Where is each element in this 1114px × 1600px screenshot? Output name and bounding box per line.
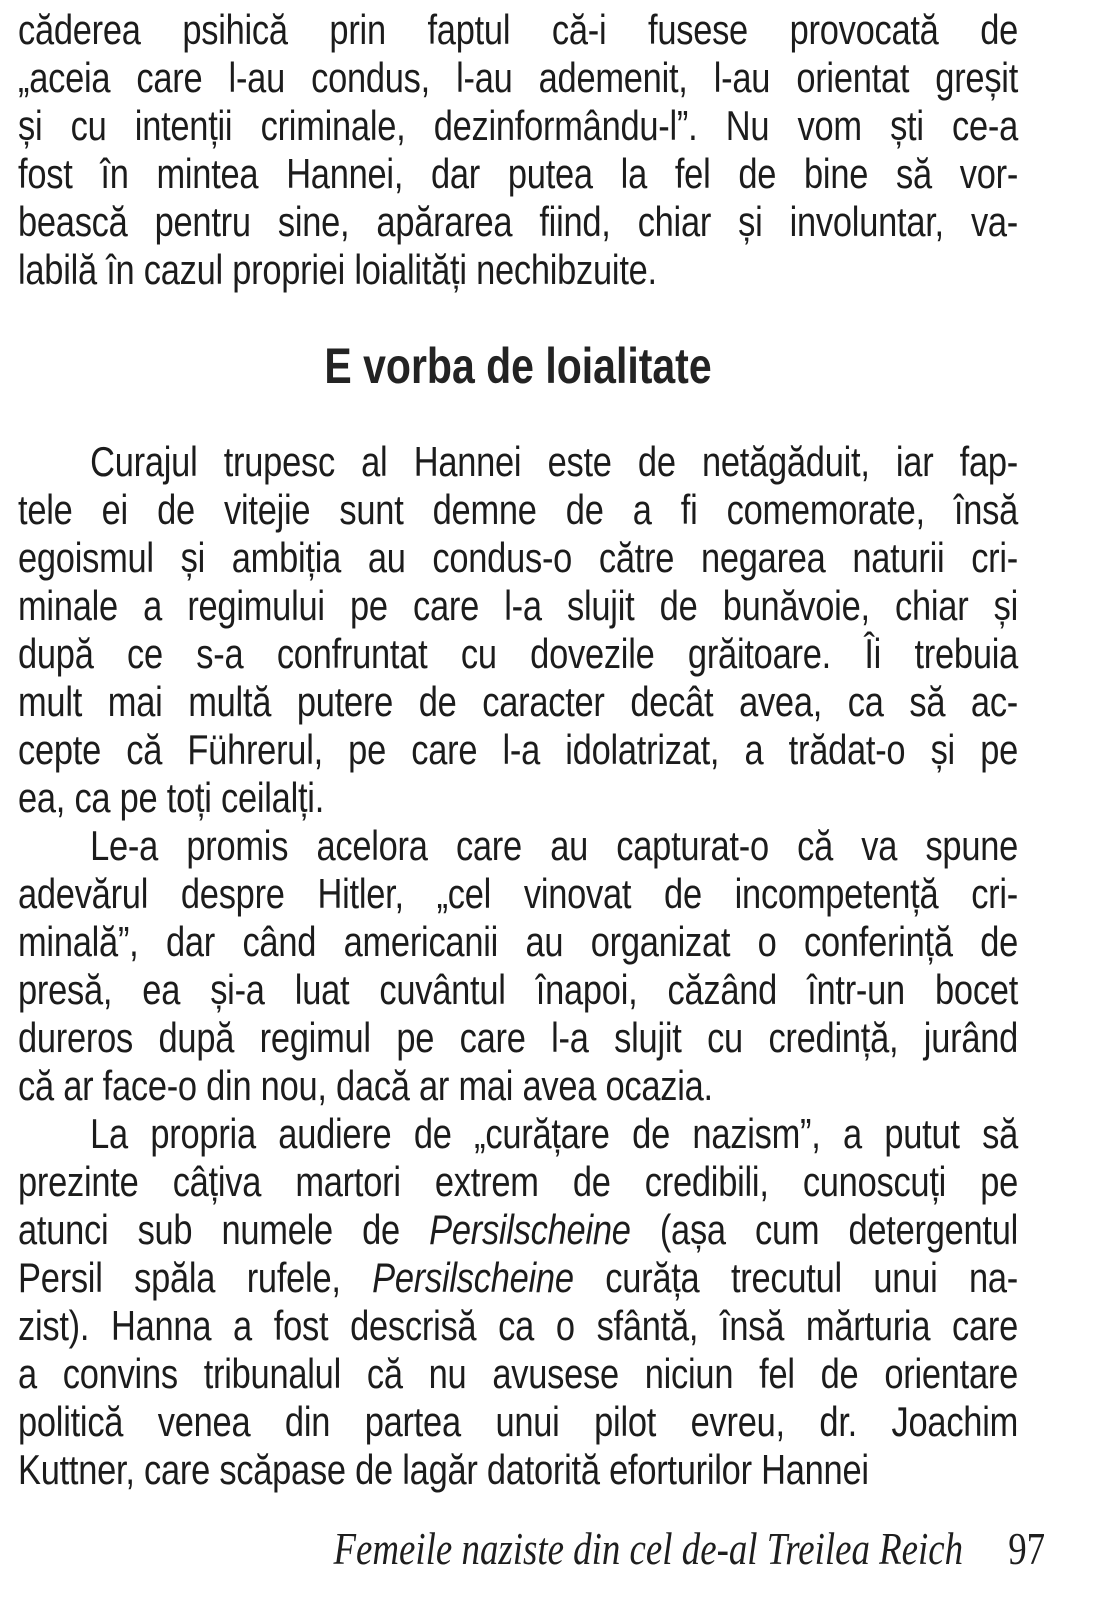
text-line: bească pentru sine, apărarea fiind, chiar și involuntar, va- [18,198,1019,245]
text-line: fost în mintea Hannei, dar putea la fel de bine să vor- [18,150,1019,197]
text-line: minală”, dar când americanii au organizat o conferință de [18,918,1019,965]
text-line: labilă în cazul propriei loialități nechibzuite. [18,246,657,293]
text-line [18,1206,1018,1254]
italic-term: Persilscheine [429,1206,631,1253]
page-text-block [18,6,1046,1574]
page-number: 97 [1008,1524,1046,1574]
text-line: ea, ca pe toți ceilalți. [18,774,325,821]
text-line: Kuttner, care scăpase de lagăr datorită eforturilor Hannei [18,1446,869,1493]
paragraph [18,822,1018,1110]
text-segment: atunci sub numele de [18,1206,430,1253]
text-line: că ar face-o din nou, dacă ar mai avea ocazia. [18,1062,713,1109]
text-line [18,1254,1018,1302]
text-line: minale a regimului pe care l-a slujit de bunăvoie, chiar și [18,582,1019,629]
text-line: Le-a promis acelora care au capturat-o că va spune [90,822,1019,869]
paragraph [18,1110,1018,1494]
text-line: politică venea din partea unui pilot evreu, dr. Joachim [18,1398,1019,1445]
text-line: mult mai multă putere de caracter decât avea, ca să ac- [18,678,1019,725]
text-line: și cu intenții criminale, dezinformându-l”. Nu vom ști ce-a [18,102,1019,149]
text-segment: (așa cum detergentul [630,1206,1019,1253]
text-line: egoismul și ambiția au condus-o către negarea naturii cri- [18,534,1019,581]
text-line: după ce s-a confruntat cu dovezile grăitoare. Îi trebuia [18,630,1019,677]
italic-term: Persilscheine [372,1254,574,1301]
text-line: zist). Hanna a fost descrisă ca o sfântă, însă mărturia care [18,1302,1019,1349]
text-line: cepte că Führerul, pe care l-a idolatrizat, a trădat-o și pe [18,726,1019,773]
paragraph [18,6,1018,294]
text-line: căderea psihică prin faptul că-i fusese provocată de [18,6,1019,53]
text-line: presă, ea și-a luat cuvântul înapoi, căzând într-un bocet [18,966,1019,1013]
text-line: Curajul trupesc al Hannei este de netăgăduit, iar fap- [90,438,1019,485]
text-line: „aceia care l-au condus, l-au ademenit, l-au orientat greșit [18,54,1019,101]
text-line: adevărul despre Hitler, „cel vinovat de incompetență cri- [18,870,1019,917]
section-heading: E vorba de loialitate [324,338,712,394]
text-line: a convins tribunalul că nu avusese niciun fel de orientare [18,1350,1019,1397]
text-segment: Persil spăla rufele, [18,1254,373,1301]
text-line: La propria audiere de „curățare de nazism”, a putut să [90,1110,1019,1157]
text-line: prezinte câțiva martori extrem de credibili, cunoscuți pe [18,1158,1019,1205]
paragraph [18,438,1018,822]
text-line: dureros după regimul pe care l-a slujit cu credință, jurând [18,1014,1019,1061]
text-line: tele ei de vitejie sunt demne de a fi comemorate, însă [18,486,1019,533]
book-title: Femeile naziste din cel de-al Treilea Reich [333,1524,964,1574]
text-segment: curăța trecutul unui na- [573,1254,1019,1301]
running-footer [18,1524,1045,1574]
